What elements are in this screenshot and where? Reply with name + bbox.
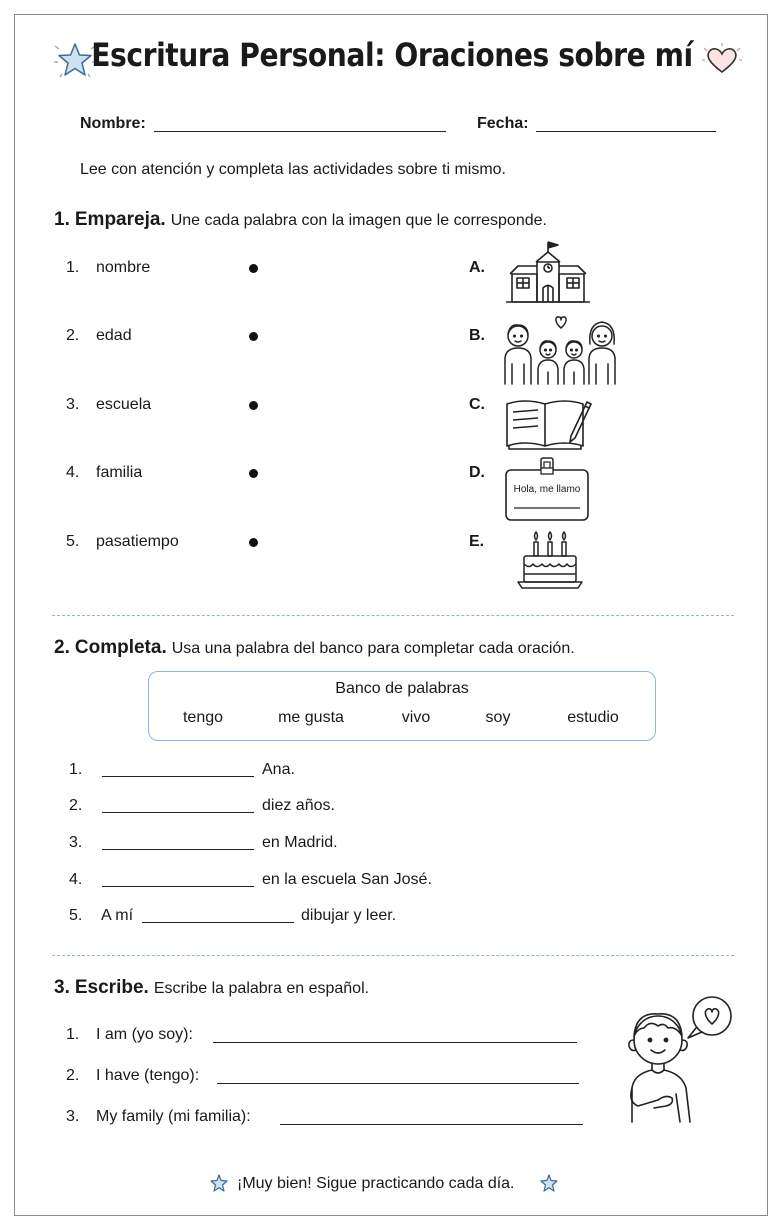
answer-field[interactable] [280,1124,583,1125]
write-prompt: My family (mi familia): [96,1108,251,1125]
section1-text: Une cada palabra con la imagen que le corresponde. [170,212,547,229]
book-icon [505,396,593,450]
match-letter: B. [469,327,485,344]
sentence-text: dibujar y leer. [301,907,397,924]
answer-field[interactable] [217,1083,579,1084]
write-prompt: I am (yo soy): [96,1026,193,1043]
sentence-text: en Madrid. [262,834,338,851]
match-word: escuela [96,396,152,413]
list-item-number: 1. [66,259,80,276]
list-item-number: 2. [66,327,80,344]
match-letter: D. [469,464,485,481]
word-bank-word: me gusta [278,709,344,726]
match-letter: C. [469,396,485,413]
instructions: Lee con atención y completa las actividades sobre ti mismo. [80,161,506,178]
name-field[interactable] [154,131,446,132]
name-label: Nombre: [80,115,146,132]
list-item-number: 3. [69,834,83,851]
heart-icon [700,42,744,78]
blank-field[interactable] [102,849,254,850]
section3-heading [54,977,369,999]
word-bank-word: soy [485,709,511,726]
list-item-number: 2. [66,1067,80,1084]
blank-field[interactable] [102,812,254,813]
write-prompt: I have (tengo): [96,1067,200,1084]
list-item-number: 4. [69,871,83,888]
match-dot[interactable] [249,332,258,341]
date-field[interactable] [536,131,716,132]
school-icon [506,240,590,304]
word-bank-word: estudio [567,709,619,726]
blank-field[interactable] [102,776,254,777]
section1-number: 1. [54,209,70,230]
star-icon [540,1174,558,1192]
blank-field[interactable] [102,886,254,887]
list-item-number: 1. [69,761,83,778]
boy-illustration [624,990,736,1124]
section2-number: 2. [54,637,70,658]
section2-heading [54,637,575,659]
sentence-text: A mí [101,907,134,924]
blank-field[interactable] [142,922,294,923]
date-label: Fecha: [477,115,529,132]
match-dot[interactable] [249,538,258,547]
page-title: Escritura Personal: Oraciones sobre mí [91,36,693,74]
match-dot[interactable] [249,264,258,273]
match-word: nombre [96,259,151,276]
match-letter: A. [469,259,485,276]
sentence-text: Ana. [262,761,295,778]
word-bank-word: vivo [401,709,431,726]
section3-title: Escribe. [74,977,149,998]
match-word: familia [96,464,143,481]
footer-message: ¡Muy bien! Sigue practicando cada día. [237,1175,515,1192]
section2-title: Completa. [74,637,167,658]
list-item-number: 5. [66,533,80,550]
section-divider [52,955,734,956]
match-letter: E. [469,533,485,550]
match-word: pasatiempo [96,533,179,550]
section2-text: Usa una palabra del banco para completar cada oración. [171,640,575,657]
list-item-number: 3. [66,1108,80,1125]
family-icon [502,314,620,386]
match-word: edad [96,327,132,344]
list-item-number: 3. [66,396,80,413]
word-bank-word: tengo [182,709,224,726]
section1-heading [54,209,547,231]
section3-text: Escribe la palabra en español. [153,980,370,997]
birthday-cake-icon [516,530,584,592]
star-icon [210,1174,228,1192]
word-bank-title: Banco de palabras [335,680,469,697]
list-item-number: 5. [69,907,83,924]
sentence-text: diez años. [262,797,335,814]
list-item-number: 4. [66,464,80,481]
name-tag-text: Hola, me llamo [513,484,581,495]
list-item-number: 1. [66,1026,80,1043]
answer-field[interactable] [213,1042,577,1043]
match-dot[interactable] [249,469,258,478]
section1-title: Empareja. [74,209,166,230]
section3-number: 3. [54,977,70,998]
sentence-text: en la escuela San José. [262,871,432,888]
list-item-number: 2. [69,797,83,814]
section-divider [52,615,734,616]
match-dot[interactable] [249,401,258,410]
